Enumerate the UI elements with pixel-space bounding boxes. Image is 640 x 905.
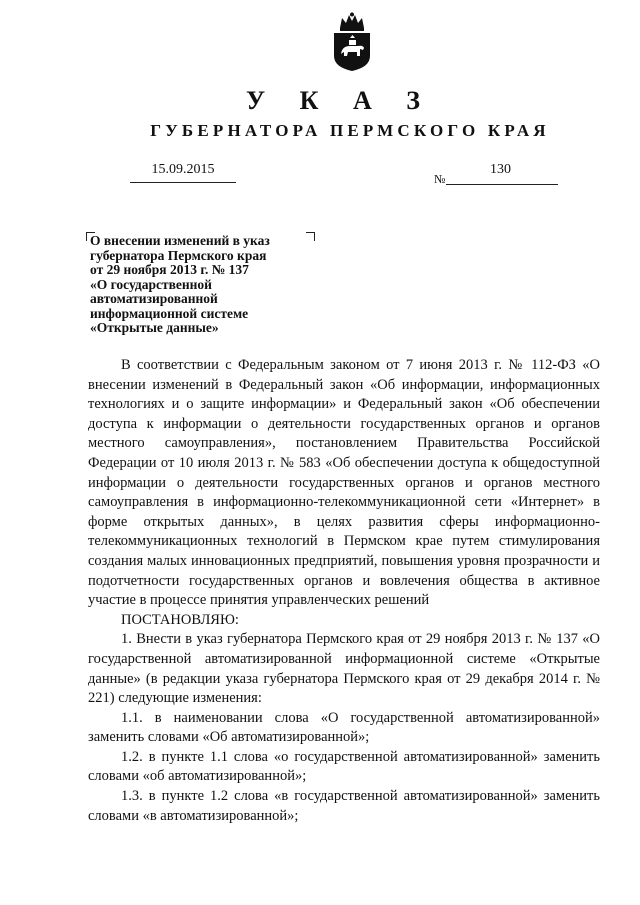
subject-line: от 29 ноября 2013 г. № 137	[90, 262, 249, 277]
subject-line: О внесении изменений в указ	[90, 233, 270, 248]
document-issuer: ГУБЕРНАТОРА ПЕРМСКОГО КРАЯ	[150, 121, 550, 140]
preamble-paragraph: В соответствии с Федеральным законом от 7 июня 2013 г. № 112-ФЗ «О внесении изменений в Федеральный закон «Об информации, информационных технологиях и о защите информации» и Федеральный закон «Об обеспечении доступа к информации о деятельности государственных органов и органов местного самоуправления», постановлением Правительства Российской Федерации от 10 июля 2013 г. № 583 «Об обеспечении доступа к общедоступной информации о деятельности государственных органов и органов местного самоуправления в информационно-телекоммуникационной сети «Интернет» в форме открытых данных», в целях развития сферы информационно-телекоммуникационных технологий в Пермском крае путем стимулирования создания малых инновационных предприятий, повышения уровня прозрачности и подотчетности государственных органов и вовлечения общества в активное участие в процессе принятия управленческих решений	[88, 357, 600, 609]
subject-line: информационной системе	[90, 305, 249, 321]
item-1-paragraph: 1. Внести в указ губернатора Пермского края от 29 ноября 2013 г. № 137 «О государственной автоматизированной информационной системе «Открытые данные» (в редакции указа губернатора Пермского края от 29 декабря 2014 г. № 221) следующие изменения:	[88, 631, 600, 707]
subject-line: губернатора Пермского края	[90, 247, 267, 263]
number-underline	[446, 184, 558, 185]
subject-line: «Открытые данные»	[90, 320, 219, 335]
document-body	[88, 356, 600, 826]
item-1-2-paragraph: 1.2. в пункте 1.1 слова «о государственной автоматизированной» заменить словами «об автоматизированной»;	[88, 748, 600, 785]
decree-word: ПОСТАНОВЛЯЮ:	[121, 611, 239, 628]
document-title: У К А З	[246, 86, 434, 115]
document-date: 15.09.2015	[151, 162, 215, 177]
item-1-3-paragraph: 1.3. в пункте 1.2 слова «в государственной автоматизированной» заменить словами «в автоматизированной»;	[88, 788, 600, 824]
subject-line: «О государственной	[90, 276, 212, 292]
item-1-1-paragraph: 1.1. в наименовании слова «О государственной автоматизированной» заменить словами «Об автоматизированной»;	[88, 709, 600, 746]
perm-krai-coat-of-arms-icon	[330, 12, 374, 72]
number-sign: №	[434, 172, 446, 186]
document-number: 130	[490, 162, 511, 177]
document-subject	[90, 234, 320, 336]
date-underline	[130, 182, 236, 183]
subject-line: автоматизированной	[90, 291, 218, 306]
